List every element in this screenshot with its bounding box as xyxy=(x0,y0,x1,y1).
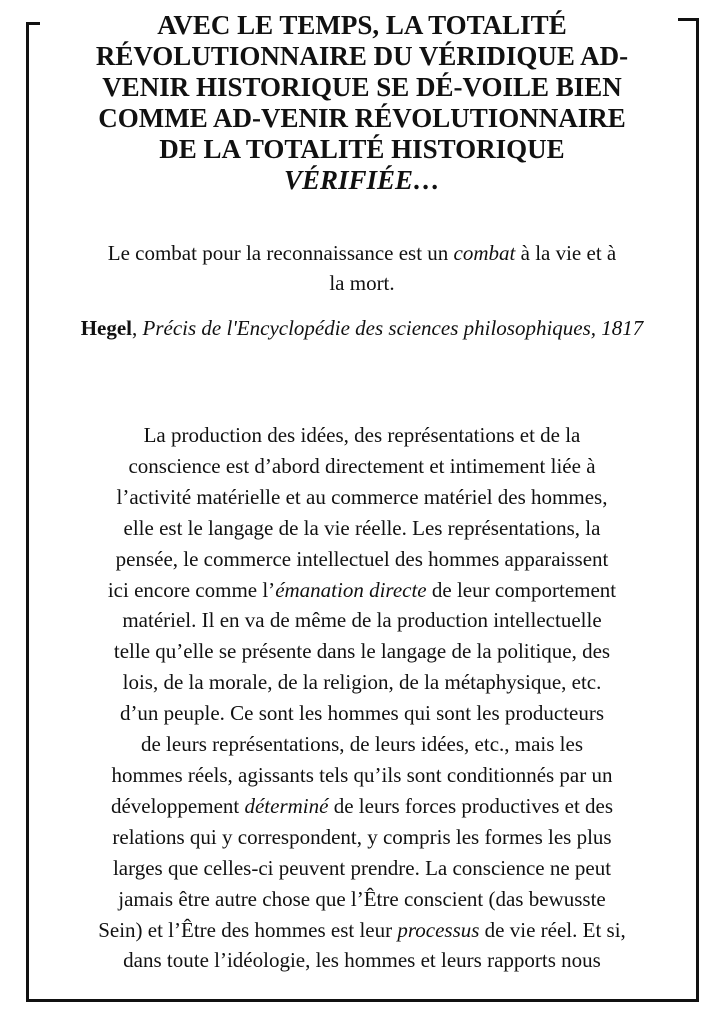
frame-bottom-border xyxy=(26,999,699,1002)
body-line xyxy=(44,915,680,946)
quote-text: à la vie et à xyxy=(515,241,617,265)
body-emphasis: déterminé xyxy=(244,793,329,818)
title-line: AVEC LE TEMPS, LA TOTALITÉ xyxy=(157,10,567,40)
title-line: VENIR HISTORIQUE SE DÉ-VOILE BIEN xyxy=(102,72,622,102)
body-line: relations qui y correspondent, y compris les formes les plus xyxy=(112,824,612,849)
body-line: jamais être autre chose que l’Être conscient (das bewusste xyxy=(118,886,606,911)
quote-source xyxy=(40,314,684,342)
body-text: de vie réel. Et si, xyxy=(479,917,626,942)
quote-text: Le combat pour la reconnaissance est un xyxy=(107,241,454,265)
body-line: elle est le langage de la vie réelle. Les représentations, la xyxy=(123,515,601,540)
body-line: de leurs représentations, de leurs idées, etc., mais les xyxy=(140,732,583,757)
body-text: ici encore comme l’ xyxy=(107,577,276,602)
page-content xyxy=(40,10,684,976)
frame-right-border xyxy=(696,18,699,1002)
body-line xyxy=(44,575,680,606)
source-author: Hegel xyxy=(80,316,133,340)
body-line: La production des idées, des représentations et de la xyxy=(143,423,581,447)
title-line: RÉVOLUTIONNAIRE DU VÉRIDIQUE AD- xyxy=(95,41,629,71)
body-line: telle qu’elle se présente dans le langage de la politique, des xyxy=(113,639,611,664)
body-emphasis: processus xyxy=(397,917,480,942)
page-title xyxy=(40,10,684,196)
body-line: larges que celles-ci peuvent prendre. La conscience ne peut xyxy=(112,855,612,880)
body-line: d’un peuple. Ce sont les hommes qui sont les producteurs xyxy=(119,701,605,726)
source-work: Précis de l'Encyclopédie des sciences philosophiques xyxy=(142,316,591,340)
body-line: matériel. Il en va de même de la production intellectuelle xyxy=(122,608,602,633)
source-year: , 1817 xyxy=(590,316,644,340)
title-line: COMME AD-VENIR RÉVOLUTIONNAIRE xyxy=(98,103,626,133)
frame-left-border xyxy=(26,22,29,1002)
body-line: l’activité matérielle et au commerce matériel des hommes, xyxy=(116,484,608,509)
frame-left-corner xyxy=(26,22,40,25)
body-text: développement xyxy=(110,793,245,818)
body-line xyxy=(44,791,680,822)
body-line: lois, de la morale, de la religion, de la métaphysique, etc. xyxy=(122,670,602,695)
source-separator: , xyxy=(132,316,143,340)
body-line: dans toute l’idéologie, les hommes et leurs rapports nous xyxy=(123,948,601,973)
body-line: hommes réels, agissants tels qu’ils sont conditionnés par un xyxy=(111,762,613,787)
quote-text: la mort. xyxy=(329,271,395,295)
body-paragraph xyxy=(40,420,684,976)
quote-emphasis: combat xyxy=(453,241,516,265)
body-text: de leur comportement xyxy=(426,577,617,602)
body-text: Sein) et l’Être des hommes est leur xyxy=(98,917,398,942)
body-emphasis: émanation directe xyxy=(275,577,427,602)
epigraph-quote xyxy=(40,238,684,298)
title-last-line: VÉRIFIÉE… xyxy=(283,165,441,195)
body-text: de leurs forces productives et des xyxy=(328,793,614,818)
title-line: DE LA TOTALITÉ HISTORIQUE xyxy=(159,134,565,164)
body-line: pensée, le commerce intellectuel des hommes apparaissent xyxy=(115,546,609,571)
body-line: conscience est d’abord directement et intimement liée à xyxy=(128,453,596,478)
